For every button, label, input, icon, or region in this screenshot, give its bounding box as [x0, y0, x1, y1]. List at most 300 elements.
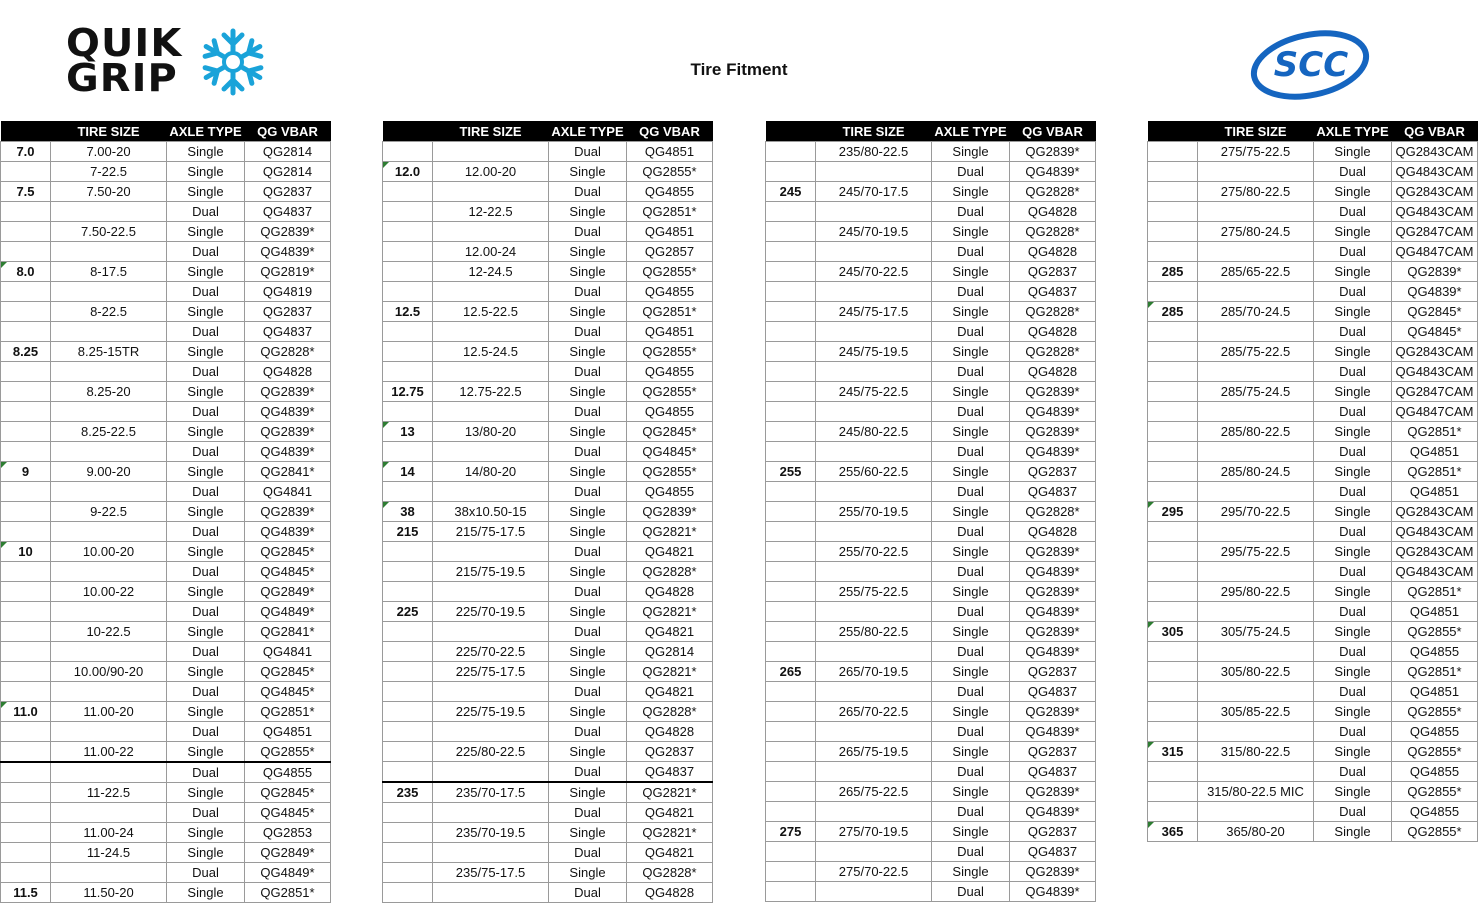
tire-size-cell: 10.00/90-20 [51, 662, 167, 682]
column-header: QG VBAR [245, 121, 331, 142]
table-row [766, 242, 1096, 262]
tire-size-cell: 275/70-22.5 [816, 862, 932, 882]
table-row [1, 602, 331, 622]
qg-vbar-cell: QG4828 [1010, 522, 1096, 542]
qg-vbar-cell: QG4839* [1392, 282, 1478, 302]
table-row [1, 702, 331, 722]
size-group-cell [766, 482, 816, 502]
tire-size-cell [1198, 402, 1314, 422]
qg-vbar-cell: QG4851 [1392, 442, 1478, 462]
fitment-table-3 [765, 121, 1096, 902]
column-header: TIRE SIZE [433, 121, 549, 142]
qg-vbar-cell: QG2847CAM [1392, 222, 1478, 242]
size-group-cell: 7.5 [1, 182, 51, 202]
qg-vbar-cell: QG4837 [627, 762, 713, 783]
size-group-cell [766, 242, 816, 262]
size-group-cell [383, 843, 433, 863]
axle-type-cell: Single [1314, 662, 1392, 682]
table-row [766, 842, 1096, 862]
axle-type-cell: Single [549, 422, 627, 442]
qg-vbar-cell: QG4828 [627, 582, 713, 602]
qg-vbar-cell: QG2841* [245, 462, 331, 482]
axle-type-cell: Dual [549, 883, 627, 903]
tire-size-cell [51, 722, 167, 742]
qg-vbar-cell: QG2837 [627, 742, 713, 762]
table-row [766, 162, 1096, 182]
tire-size-cell: 12.00-24 [433, 242, 549, 262]
size-group-cell [1148, 282, 1198, 302]
size-group-cell: 8.0 [1, 262, 51, 282]
qg-vbar-cell: QG4847CAM [1392, 242, 1478, 262]
axle-type-cell: Dual [932, 682, 1010, 702]
axle-type-cell: Single [167, 843, 245, 863]
tire-size-cell: 255/70-19.5 [816, 502, 932, 522]
axle-type-cell: Dual [549, 482, 627, 502]
tire-size-cell [1198, 562, 1314, 582]
size-group-cell [1, 823, 51, 843]
axle-type-cell: Dual [549, 762, 627, 783]
tire-size-cell [816, 482, 932, 502]
size-group-cell [1, 202, 51, 222]
axle-type-cell: Dual [1314, 162, 1392, 182]
tire-size-cell [51, 602, 167, 622]
axle-type-cell: Single [932, 142, 1010, 162]
size-group-cell [1, 622, 51, 642]
size-group-cell: 245 [766, 182, 816, 202]
size-group-cell [383, 542, 433, 562]
tire-size-cell: 9.00-20 [51, 462, 167, 482]
axle-type-cell: Single [549, 462, 627, 482]
axle-type-cell: Single [549, 782, 627, 803]
size-group-cell [383, 362, 433, 382]
size-group-cell [766, 642, 816, 662]
table-row [383, 482, 713, 502]
size-group-cell [766, 742, 816, 762]
size-group-cell [1, 162, 51, 182]
size-group-cell [1, 222, 51, 242]
axle-type-cell: Single [932, 182, 1010, 202]
size-group-cell: 11.5 [1, 883, 51, 903]
table-row [1148, 742, 1478, 762]
size-group-cell: 285 [1148, 262, 1198, 282]
table-row [1, 162, 331, 182]
table-row [766, 442, 1096, 462]
size-group-cell [1148, 602, 1198, 622]
axle-type-cell: Single [1314, 502, 1392, 522]
size-group-cell [1, 682, 51, 702]
axle-type-cell: Single [167, 742, 245, 763]
qg-vbar-cell: QG4845* [245, 682, 331, 702]
qg-vbar-cell: QG4839* [245, 442, 331, 462]
size-group-cell [383, 582, 433, 602]
table-row [1148, 342, 1478, 362]
size-group-cell [1, 602, 51, 622]
axle-type-cell: Single [932, 662, 1010, 682]
axle-type-cell: Single [549, 342, 627, 362]
axle-type-cell: Dual [1314, 202, 1392, 222]
axle-type-cell: Dual [932, 602, 1010, 622]
qg-vbar-cell: QG4849* [245, 602, 331, 622]
axle-type-cell: Single [932, 742, 1010, 762]
qg-vbar-cell: QG2828* [1010, 302, 1096, 322]
qg-vbar-cell: QG4851 [627, 222, 713, 242]
tire-size-cell [51, 522, 167, 542]
tire-size-cell: 235/70-19.5 [433, 823, 549, 843]
table-row [1148, 582, 1478, 602]
tire-size-cell: 235/80-22.5 [816, 142, 932, 162]
qg-vbar-cell: QG2843CAM [1392, 502, 1478, 522]
tire-size-cell [816, 162, 932, 182]
axle-type-cell: Dual [167, 522, 245, 542]
tire-size-cell: 12.00-20 [433, 162, 549, 182]
size-group-cell [1148, 342, 1198, 362]
table-row [1, 382, 331, 402]
axle-type-cell: Single [167, 662, 245, 682]
axle-type-cell: Dual [932, 202, 1010, 222]
size-group-cell: 12.0 [383, 162, 433, 182]
tire-size-cell: 7.50-20 [51, 182, 167, 202]
table-row [766, 482, 1096, 502]
qg-vbar-cell: QG2839* [245, 422, 331, 442]
qg-vbar-cell: QG4849* [245, 863, 331, 883]
tire-size-cell: 7-22.5 [51, 162, 167, 182]
qg-vbar-cell: QG4839* [1010, 642, 1096, 662]
qg-vbar-cell: QG4851 [1392, 602, 1478, 622]
size-group-cell [383, 662, 433, 682]
axle-type-cell: Dual [167, 803, 245, 823]
axle-type-cell: Single [549, 262, 627, 282]
qg-vbar-cell: QG2828* [245, 342, 331, 362]
axle-type-cell: Single [167, 302, 245, 322]
tire-size-cell: 11.50-20 [51, 883, 167, 903]
table-row [383, 402, 713, 422]
table-row [383, 182, 713, 202]
tire-size-cell: 255/60-22.5 [816, 462, 932, 482]
tire-size-cell: 235/75-17.5 [433, 863, 549, 883]
tire-size-cell [816, 682, 932, 702]
axle-type-cell: Dual [549, 282, 627, 302]
table-row [383, 262, 713, 282]
axle-type-cell: Single [167, 542, 245, 562]
size-group-cell [1148, 722, 1198, 742]
size-group-cell [766, 162, 816, 182]
qg-vbar-cell: QG2828* [627, 863, 713, 883]
size-group-cell [383, 322, 433, 342]
table-row [766, 302, 1096, 322]
qg-vbar-cell: QG2851* [627, 302, 713, 322]
axle-type-cell: Single [167, 422, 245, 442]
axle-type-cell: Single [932, 302, 1010, 322]
axle-type-cell: Single [1314, 302, 1392, 322]
size-group-cell [1148, 782, 1198, 802]
axle-type-cell: Dual [932, 762, 1010, 782]
qg-vbar-cell: QG4855 [627, 482, 713, 502]
axle-type-cell: Single [549, 382, 627, 402]
size-group-cell [1, 843, 51, 863]
qg-vbar-cell: QG2843CAM [1392, 342, 1478, 362]
tire-size-cell: 11.00-24 [51, 823, 167, 843]
qg-vbar-cell: QG4843CAM [1392, 202, 1478, 222]
table-row [1, 823, 331, 843]
tire-size-cell [816, 722, 932, 742]
size-group-cell [766, 622, 816, 642]
tire-size-cell: 265/75-19.5 [816, 742, 932, 762]
qg-vbar-cell: QG2841* [245, 622, 331, 642]
qg-vbar-cell: QG4837 [1010, 842, 1096, 862]
size-group-cell [1148, 442, 1198, 462]
axle-type-cell: Single [1314, 542, 1392, 562]
axle-type-cell: Single [549, 242, 627, 262]
axle-type-cell: Single [167, 342, 245, 362]
qg-vbar-cell: QG4839* [1010, 722, 1096, 742]
qg-vbar-cell: QG2845* [1392, 302, 1478, 322]
size-group-cell [766, 782, 816, 802]
qg-vbar-cell: QG2821* [627, 662, 713, 682]
axle-type-cell: Dual [932, 322, 1010, 342]
table-row [1, 682, 331, 702]
axle-type-cell: Dual [167, 642, 245, 662]
axle-type-cell: Dual [932, 842, 1010, 862]
table-row [1, 742, 331, 763]
table-row [383, 382, 713, 402]
qg-vbar-cell: QG4837 [1010, 682, 1096, 702]
qg-vbar-cell: QG2837 [1010, 262, 1096, 282]
qg-vbar-cell: QG2843CAM [1392, 142, 1478, 162]
axle-type-cell: Dual [932, 882, 1010, 902]
size-group-cell [383, 642, 433, 662]
axle-type-cell: Single [549, 642, 627, 662]
axle-type-cell: Dual [167, 442, 245, 462]
qg-vbar-cell: QG4845* [627, 442, 713, 462]
axle-type-cell: Dual [1314, 682, 1392, 702]
tire-size-cell [816, 402, 932, 422]
table-row [1, 342, 331, 362]
table-row [1148, 602, 1478, 622]
axle-type-cell: Dual [549, 402, 627, 422]
table-row [1, 863, 331, 883]
table-row [766, 142, 1096, 162]
qg-vbar-cell: QG4841 [245, 642, 331, 662]
qg-vbar-cell: QG4839* [1010, 562, 1096, 582]
axle-type-cell: Single [1314, 342, 1392, 362]
size-group-cell [1, 662, 51, 682]
table-row [1148, 622, 1478, 642]
axle-type-cell: Single [1314, 142, 1392, 162]
table-row [766, 202, 1096, 222]
axle-type-cell: Dual [167, 562, 245, 582]
size-group-cell [1148, 582, 1198, 602]
tire-size-cell: 13/80-20 [433, 422, 549, 442]
table-row [766, 282, 1096, 302]
qg-vbar-cell: QG2847CAM [1392, 382, 1478, 402]
axle-type-cell: Dual [549, 682, 627, 702]
table-row [766, 802, 1096, 822]
axle-type-cell: Dual [549, 182, 627, 202]
column-header: AXLE TYPE [1314, 121, 1392, 142]
axle-type-cell: Single [932, 822, 1010, 842]
table-row [766, 222, 1096, 242]
tire-size-cell: 10.00-20 [51, 542, 167, 562]
size-group-cell [766, 502, 816, 522]
axle-type-cell: Single [1314, 382, 1392, 402]
column-header: AXLE TYPE [167, 121, 245, 142]
axle-type-cell: Single [549, 702, 627, 722]
tire-size-cell [51, 642, 167, 662]
axle-type-cell: Single [549, 562, 627, 582]
table-row [766, 322, 1096, 342]
tire-size-cell [51, 402, 167, 422]
tire-size-cell [433, 803, 549, 823]
column-header: TIRE SIZE [1198, 121, 1314, 142]
qg-vbar-cell: QG2843CAM [1392, 542, 1478, 562]
qg-vbar-cell: QG2837 [1010, 662, 1096, 682]
size-group-cell [1148, 682, 1198, 702]
quik-grip-wordmark: QUIK GRIP [66, 21, 183, 100]
table-row [766, 262, 1096, 282]
axle-type-cell: Dual [1314, 482, 1392, 502]
tire-size-cell [1198, 282, 1314, 302]
table-row [1148, 762, 1478, 782]
qg-vbar-cell: QG2839* [1010, 142, 1096, 162]
qg-vbar-cell: QG2821* [627, 823, 713, 843]
axle-type-cell: Single [549, 502, 627, 522]
qg-vbar-cell: QG4855 [1392, 642, 1478, 662]
table-row [383, 742, 713, 762]
size-group-cell: 10 [1, 542, 51, 562]
axle-type-cell: Dual [549, 843, 627, 863]
qg-vbar-cell: QG4845* [1392, 322, 1478, 342]
tire-size-cell: 8.25-15TR [51, 342, 167, 362]
size-group-cell [383, 202, 433, 222]
tire-size-cell: 14/80-20 [433, 462, 549, 482]
axle-type-cell: Dual [932, 802, 1010, 822]
qg-vbar-cell: QG4828 [1010, 322, 1096, 342]
table-row [1148, 702, 1478, 722]
qg-vbar-cell: QG4839* [1010, 882, 1096, 902]
table-row [383, 682, 713, 702]
qg-vbar-cell: QG2839* [1010, 542, 1096, 562]
table-row [383, 462, 713, 482]
size-group-cell [383, 182, 433, 202]
size-group-cell [766, 282, 816, 302]
axle-type-cell: Single [932, 782, 1010, 802]
size-group-cell: 275 [766, 822, 816, 842]
size-group-cell [383, 242, 433, 262]
tire-size-cell [433, 222, 549, 242]
axle-type-cell: Single [1314, 462, 1392, 482]
table-row [1148, 302, 1478, 322]
qg-vbar-cell: QG4821 [627, 682, 713, 702]
table-row [383, 342, 713, 362]
table-row [766, 762, 1096, 782]
axle-type-cell: Single [549, 863, 627, 883]
tire-size-cell: 295/70-22.5 [1198, 502, 1314, 522]
size-group-cell [1148, 202, 1198, 222]
table-row [383, 542, 713, 562]
table-row [766, 542, 1096, 562]
table-row [383, 282, 713, 302]
tire-size-cell: 285/80-24.5 [1198, 462, 1314, 482]
table-row [1, 883, 331, 903]
table-row [383, 242, 713, 262]
qg-vbar-cell: QG4837 [245, 202, 331, 222]
qg-vbar-cell: QG4839* [1010, 442, 1096, 462]
axle-type-cell: Single [1314, 262, 1392, 282]
tire-size-cell: 265/70-19.5 [816, 662, 932, 682]
tire-size-cell: 285/80-22.5 [1198, 422, 1314, 442]
axle-type-cell: Single [1314, 222, 1392, 242]
size-group-cell [383, 742, 433, 762]
qg-vbar-cell: QG4828 [245, 362, 331, 382]
axle-type-cell: Single [167, 502, 245, 522]
axle-type-cell: Dual [1314, 242, 1392, 262]
tire-size-cell [51, 762, 167, 783]
tire-size-cell [816, 282, 932, 302]
size-group-cell [383, 562, 433, 582]
table-row [1148, 682, 1478, 702]
size-group-cell [766, 422, 816, 442]
tire-size-cell: 7.50-22.5 [51, 222, 167, 242]
qg-vbar-cell: QG4839* [1010, 602, 1096, 622]
size-group-cell [1148, 422, 1198, 442]
qg-vbar-cell: QG2819* [245, 262, 331, 282]
table-row [766, 362, 1096, 382]
table-row [383, 362, 713, 382]
axle-type-cell: Single [932, 342, 1010, 362]
axle-type-cell: Dual [167, 362, 245, 382]
qg-vbar-cell: QG2855* [627, 382, 713, 402]
qg-vbar-cell: QG4821 [627, 622, 713, 642]
qg-vbar-cell: QG2855* [627, 162, 713, 182]
qg-vbar-cell: QG4839* [245, 522, 331, 542]
size-group-cell [1, 442, 51, 462]
table-row [383, 662, 713, 682]
table-row [766, 642, 1096, 662]
tire-size-cell: 295/75-22.5 [1198, 542, 1314, 562]
axle-type-cell: Single [932, 502, 1010, 522]
table-row [1, 642, 331, 662]
table-row [766, 182, 1096, 202]
table-row [383, 602, 713, 622]
size-group-cell: 14 [383, 462, 433, 482]
qg-vbar-cell: QG4841 [245, 482, 331, 502]
qg-vbar-cell: QG2839* [245, 502, 331, 522]
axle-type-cell: Single [167, 182, 245, 202]
tire-size-cell: 10-22.5 [51, 622, 167, 642]
size-group-cell [766, 362, 816, 382]
qg-vbar-cell: QG2839* [627, 502, 713, 522]
axle-type-cell: Dual [932, 282, 1010, 302]
qg-vbar-cell: QG2851* [627, 202, 713, 222]
axle-type-cell: Dual [932, 162, 1010, 182]
axle-type-cell: Dual [549, 442, 627, 462]
tire-size-cell: 12.5-22.5 [433, 302, 549, 322]
qg-vbar-cell: QG4839* [1010, 802, 1096, 822]
tire-size-cell [433, 542, 549, 562]
table-row [1148, 482, 1478, 502]
tire-size-cell: 245/70-17.5 [816, 182, 932, 202]
axle-type-cell: Single [549, 202, 627, 222]
table-header-row [1, 121, 331, 142]
axle-type-cell: Single [549, 742, 627, 762]
tire-size-cell [433, 442, 549, 462]
size-group-cell [383, 402, 433, 422]
tire-size-cell: 275/80-22.5 [1198, 182, 1314, 202]
size-group-cell: 7.0 [1, 142, 51, 162]
qg-vbar-cell: QG4845* [245, 803, 331, 823]
qg-vbar-cell: QG4828 [1010, 202, 1096, 222]
table-row [1148, 222, 1478, 242]
